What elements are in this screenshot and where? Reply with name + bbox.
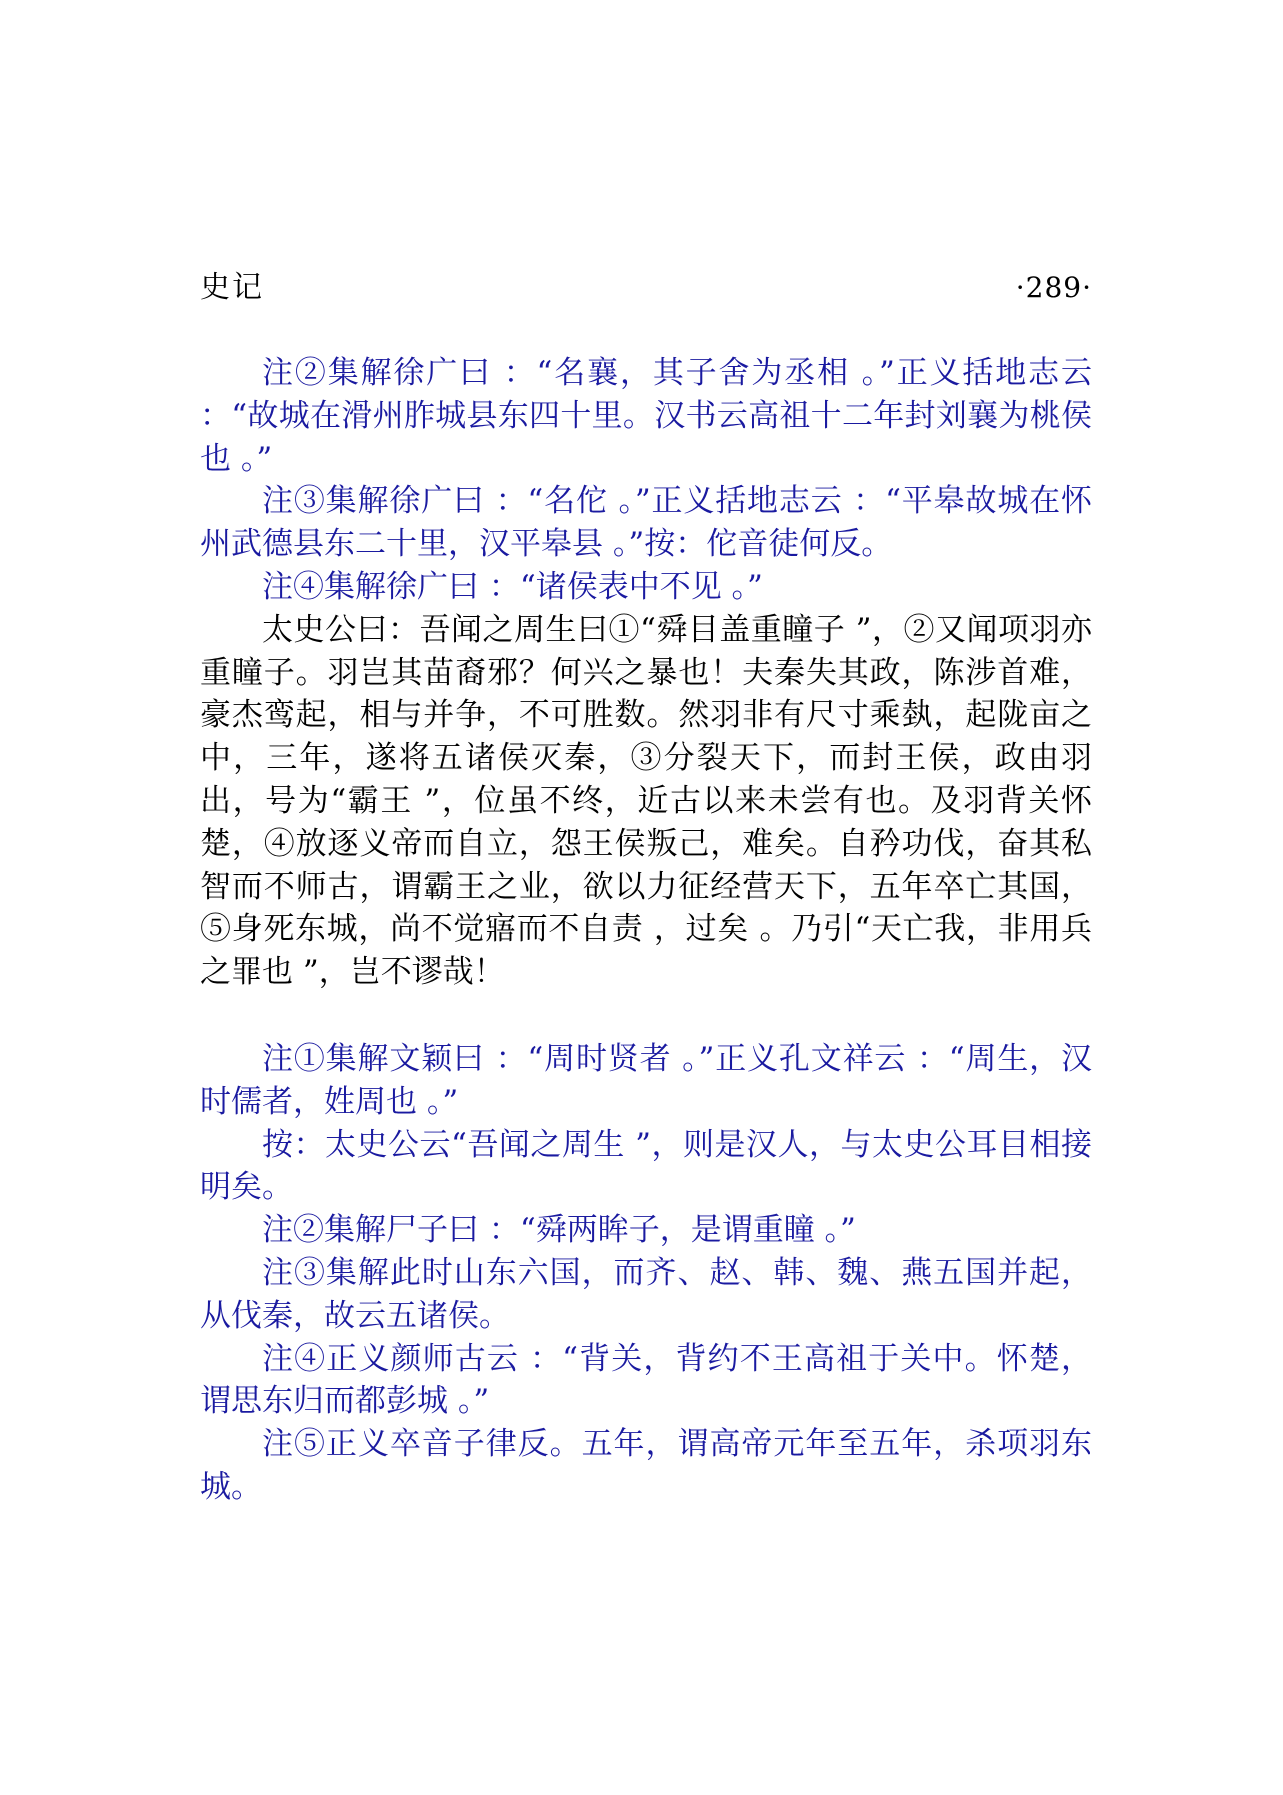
annotation-paragraph: 注③集解徐广曰 ：“名佗 。”正义括地志云 ：“平皋故城在怀州武德县东二十里，汉平皋县 。”按：佗音徒何反。 — [200, 483, 1092, 563]
annotation-paragraph: 注②集解徐广曰 ：“名襄，其子舍为丞相 。”正义括地志云 ：“故城在滑州胙城县东四十里。汉书云高祖十二年封刘襄为桃侯也 。” — [200, 355, 1092, 477]
running-title: 史记 — [200, 270, 264, 305]
annotation-paragraph: 注⑤正义卒音子律反。五年，谓高帝元年至五年，杀项羽东城。 — [200, 1426, 1092, 1505]
annotation-paragraph: 注④正义颜师古云 ：“背关，背约不王高祖于关中。怀楚，谓思东归而都彭城 。” — [200, 1340, 1092, 1420]
annotation-paragraph: 按：太史公云“吾闻之周生 ”，则是汉人，与太史公耳目相接明矣。 — [200, 1126, 1092, 1206]
annotation-paragraph: 注③集解此时山东六国，而齐、赵、韩、魏、燕五国并起，从伐秦，故云五诸侯。 — [200, 1254, 1092, 1334]
page-number: ·289· — [1015, 271, 1092, 304]
main-text-paragraph: 太史公曰：吾闻之周生曰①“舜目盖重瞳子 ”，②又闻项羽亦重瞳子。羽岂其苗裔邪？何兴之暴也！夫秦失其政，陈涉首难，豪杰鸾起，相与并争，不可胜数。然羽非有尺寸乘埶，起陇亩之中，三年，遂将五诸侯灭秦，③分裂天下，而封王侯，政由羽出，号为“霸王 ”，位虽不终，近古以来未尝有也。及羽背关怀楚，④放逐义帝而自立，怨王侯叛己，难矣。自矜功伐，奋其私智而不师古，谓霸王之业，欲以力征经营天下，五年卒亡其国，⑤身死东城，尚不觉寤而不自责 ，过矣 。乃引“天亡我，非用兵之罪也 ”，岂不谬哉！ — [200, 611, 1092, 991]
section-spacer — [200, 994, 1092, 1038]
annotation-paragraph: 注①集解文颖曰 ：“周时贤者 。”正义孔文祥云 ：“周生，汉时儒者，姓周也 。” — [200, 1040, 1092, 1120]
page-body — [200, 352, 1092, 1509]
annotation-paragraph: 注②集解尸子曰 ：“舜两眸子，是谓重瞳 。” — [262, 1212, 856, 1249]
annotation-paragraph: 注④集解徐广曰 ：“诸侯表中不见 。” — [262, 568, 763, 605]
page-header — [200, 266, 1092, 310]
